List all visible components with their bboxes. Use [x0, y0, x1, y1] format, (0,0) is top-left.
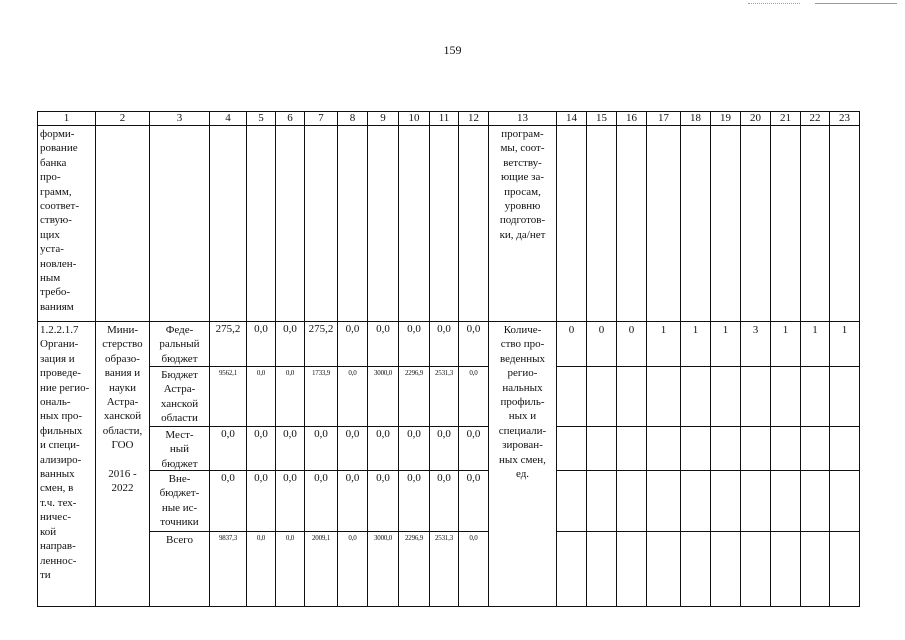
- empty-cell: [399, 126, 430, 322]
- empty-cell: [617, 471, 647, 532]
- budget-value-cell: 0,0: [276, 427, 305, 471]
- budget-value-cell: 0,0: [247, 427, 276, 471]
- header-cell: 16: [617, 112, 647, 126]
- funding-source-cell: Всего: [150, 532, 210, 607]
- empty-cell: [711, 427, 741, 471]
- empty-cell: [617, 532, 647, 607]
- empty-cell: [647, 471, 681, 532]
- program-table: [37, 111, 860, 607]
- header-cell: 15: [587, 112, 617, 126]
- budget-value-cell: 0,0: [459, 367, 489, 427]
- header-cell: 2: [96, 112, 150, 126]
- header-cell: 18: [681, 112, 711, 126]
- continued-name-cell: форми- рование банка про- грамм, соответ- ствую- щих уста- новлен- ным требо- ваниям: [38, 126, 96, 322]
- budget-value-cell: 2296,9: [399, 532, 430, 607]
- header-cell: 5: [247, 112, 276, 126]
- indicator-value-cell: 1: [771, 322, 801, 367]
- empty-cell: [681, 367, 711, 427]
- budget-value-cell: 0,0: [276, 471, 305, 532]
- empty-cell: [741, 126, 771, 322]
- empty-cell: [647, 427, 681, 471]
- empty-cell: [459, 126, 489, 322]
- empty-cell: [771, 126, 801, 322]
- empty-cell: [830, 532, 860, 607]
- header-cell: 14: [557, 112, 587, 126]
- empty-cell: [681, 471, 711, 532]
- header-cell: 9: [368, 112, 399, 126]
- empty-cell: [210, 126, 247, 322]
- indicator-value-cell: 0: [587, 322, 617, 367]
- header-cell: 1: [38, 112, 96, 126]
- budget-value-cell: 0,0: [276, 367, 305, 427]
- budget-value-cell: 0,0: [368, 427, 399, 471]
- empty-cell: [557, 532, 587, 607]
- header-cell: 6: [276, 112, 305, 126]
- header-cell: 11: [430, 112, 459, 126]
- header-cell: 8: [338, 112, 368, 126]
- budget-value-cell: 0,0: [305, 471, 338, 532]
- empty-cell: [96, 126, 150, 322]
- empty-cell: [150, 126, 210, 322]
- empty-cell: [557, 126, 587, 322]
- budget-value-cell: 0,0: [368, 471, 399, 532]
- empty-cell: [587, 367, 617, 427]
- budget-value-cell: 0,0: [399, 471, 430, 532]
- budget-value-cell: 0,0: [399, 427, 430, 471]
- empty-cell: [617, 427, 647, 471]
- indicator-value-cell: 0: [617, 322, 647, 367]
- empty-cell: [711, 532, 741, 607]
- empty-cell: [368, 126, 399, 322]
- empty-cell: [801, 471, 830, 532]
- empty-cell: [557, 427, 587, 471]
- budget-value-cell: 2531,3: [430, 367, 459, 427]
- budget-value-cell: 0,0: [338, 367, 368, 427]
- item-name-cell: 1.2.2.1.7 Органи- зация и проведе- ние регио- ональ- ных про- фильных и специ- ализиро- ванных смен, в т.ч. тех- ничес- кой направ- леннос- ти: [38, 322, 96, 607]
- indicator-value-cell: 3: [741, 322, 771, 367]
- header-cell: 13: [489, 112, 557, 126]
- budget-value-cell: 2009,1: [305, 532, 338, 607]
- empty-cell: [741, 367, 771, 427]
- budget-value-cell: 0,0: [338, 322, 368, 367]
- empty-cell: [617, 126, 647, 322]
- empty-cell: [247, 126, 276, 322]
- header-cell: 10: [399, 112, 430, 126]
- budget-value-cell: 0,0: [247, 532, 276, 607]
- empty-cell: [617, 367, 647, 427]
- header-cell: 19: [711, 112, 741, 126]
- budget-value-cell: 0,0: [399, 322, 430, 367]
- budget-value-cell: 0,0: [276, 322, 305, 367]
- empty-cell: [681, 532, 711, 607]
- budget-value-cell: 9562,1: [210, 367, 247, 427]
- budget-value-cell: 9837,3: [210, 532, 247, 607]
- empty-cell: [711, 126, 741, 322]
- header-cell: 21: [771, 112, 801, 126]
- budget-value-cell: 0,0: [276, 532, 305, 607]
- budget-value-cell: 0,0: [247, 471, 276, 532]
- budget-value-cell: 3000,0: [368, 532, 399, 607]
- empty-cell: [830, 367, 860, 427]
- scan-mark-line: [815, 3, 897, 4]
- empty-cell: [771, 427, 801, 471]
- empty-cell: [771, 367, 801, 427]
- budget-value-cell: 0,0: [210, 471, 247, 532]
- empty-cell: [771, 471, 801, 532]
- budget-value-cell: 0,0: [459, 322, 489, 367]
- indicator-value-cell: 0: [557, 322, 587, 367]
- header-cell: 7: [305, 112, 338, 126]
- budget-value-cell: 0,0: [430, 471, 459, 532]
- empty-cell: [647, 532, 681, 607]
- empty-cell: [557, 471, 587, 532]
- budget-value-cell: 0,0: [247, 367, 276, 427]
- budget-value-cell: 0,0: [210, 427, 247, 471]
- indicator-cell: Количе- ство про- веденных регио- нальных профиль- ных и специали- зирован- ных смен, ед.: [489, 322, 557, 607]
- page-number: 159: [443, 43, 462, 57]
- indicator-value-cell: 1: [801, 322, 830, 367]
- budget-value-cell: 0,0: [459, 471, 489, 532]
- funding-source-cell: Мест- ный бюджет: [150, 427, 210, 471]
- funding-source-cell: Вне- бюджет- ные ис- точники: [150, 471, 210, 532]
- empty-cell: [741, 471, 771, 532]
- header-cell: 17: [647, 112, 681, 126]
- empty-cell: [587, 532, 617, 607]
- empty-cell: [830, 126, 860, 322]
- budget-value-cell: 3000,0: [368, 367, 399, 427]
- empty-cell: [647, 367, 681, 427]
- empty-cell: [711, 471, 741, 532]
- budget-value-cell: 0,0: [338, 471, 368, 532]
- empty-cell: [801, 367, 830, 427]
- empty-cell: [830, 427, 860, 471]
- indicator-value-cell: 1: [830, 322, 860, 367]
- budget-value-cell: 0,0: [368, 322, 399, 367]
- executor-cell: Мини- стерство образо- вания и науки Астра- ханской области, ГОО 2016 - 2022: [96, 322, 150, 607]
- empty-cell: [801, 126, 830, 322]
- header-cell: 20: [741, 112, 771, 126]
- empty-cell: [647, 126, 681, 322]
- funding-source-cell: Бюджет Астра- ханской области: [150, 367, 210, 427]
- indicator-value-cell: 1: [647, 322, 681, 367]
- budget-value-cell: 0,0: [430, 427, 459, 471]
- funding-source-cell: Феде- ральный бюджет: [150, 322, 210, 367]
- budget-value-cell: 1733,9: [305, 367, 338, 427]
- empty-cell: [587, 427, 617, 471]
- indicator-value-cell: 1: [711, 322, 741, 367]
- budget-value-cell: 2531,3: [430, 532, 459, 607]
- empty-cell: [430, 126, 459, 322]
- empty-cell: [801, 427, 830, 471]
- empty-cell: [741, 532, 771, 607]
- budget-value-cell: 275,2: [305, 322, 338, 367]
- empty-cell: [557, 367, 587, 427]
- budget-value-cell: 2296,9: [399, 367, 430, 427]
- empty-cell: [681, 427, 711, 471]
- header-cell: 3: [150, 112, 210, 126]
- empty-cell: [305, 126, 338, 322]
- budget-value-cell: 275,2: [210, 322, 247, 367]
- budget-value-cell: 0,0: [430, 322, 459, 367]
- budget-value-cell: 0,0: [338, 532, 368, 607]
- budget-value-cell: 0,0: [305, 427, 338, 471]
- budget-value-cell: 0,0: [247, 322, 276, 367]
- header-cell: 22: [801, 112, 830, 126]
- empty-cell: [338, 126, 368, 322]
- empty-cell: [681, 126, 711, 322]
- budget-value-cell: 0,0: [338, 427, 368, 471]
- empty-cell: [587, 471, 617, 532]
- empty-cell: [711, 367, 741, 427]
- empty-cell: [771, 532, 801, 607]
- empty-cell: [276, 126, 305, 322]
- empty-cell: [587, 126, 617, 322]
- header-cell: 12: [459, 112, 489, 126]
- header-cell: 4: [210, 112, 247, 126]
- empty-cell: [741, 427, 771, 471]
- scan-mark-dotted: [748, 3, 800, 4]
- indicator-value-cell: 1: [681, 322, 711, 367]
- budget-value-cell: 0,0: [459, 532, 489, 607]
- continued-indicator-cell: програм- мы, соот- ветству- ющие за- просам, уровню подготов- ки, да/нет: [489, 126, 557, 322]
- budget-value-cell: 0,0: [459, 427, 489, 471]
- empty-cell: [801, 532, 830, 607]
- empty-cell: [830, 471, 860, 532]
- header-cell: 23: [830, 112, 860, 126]
